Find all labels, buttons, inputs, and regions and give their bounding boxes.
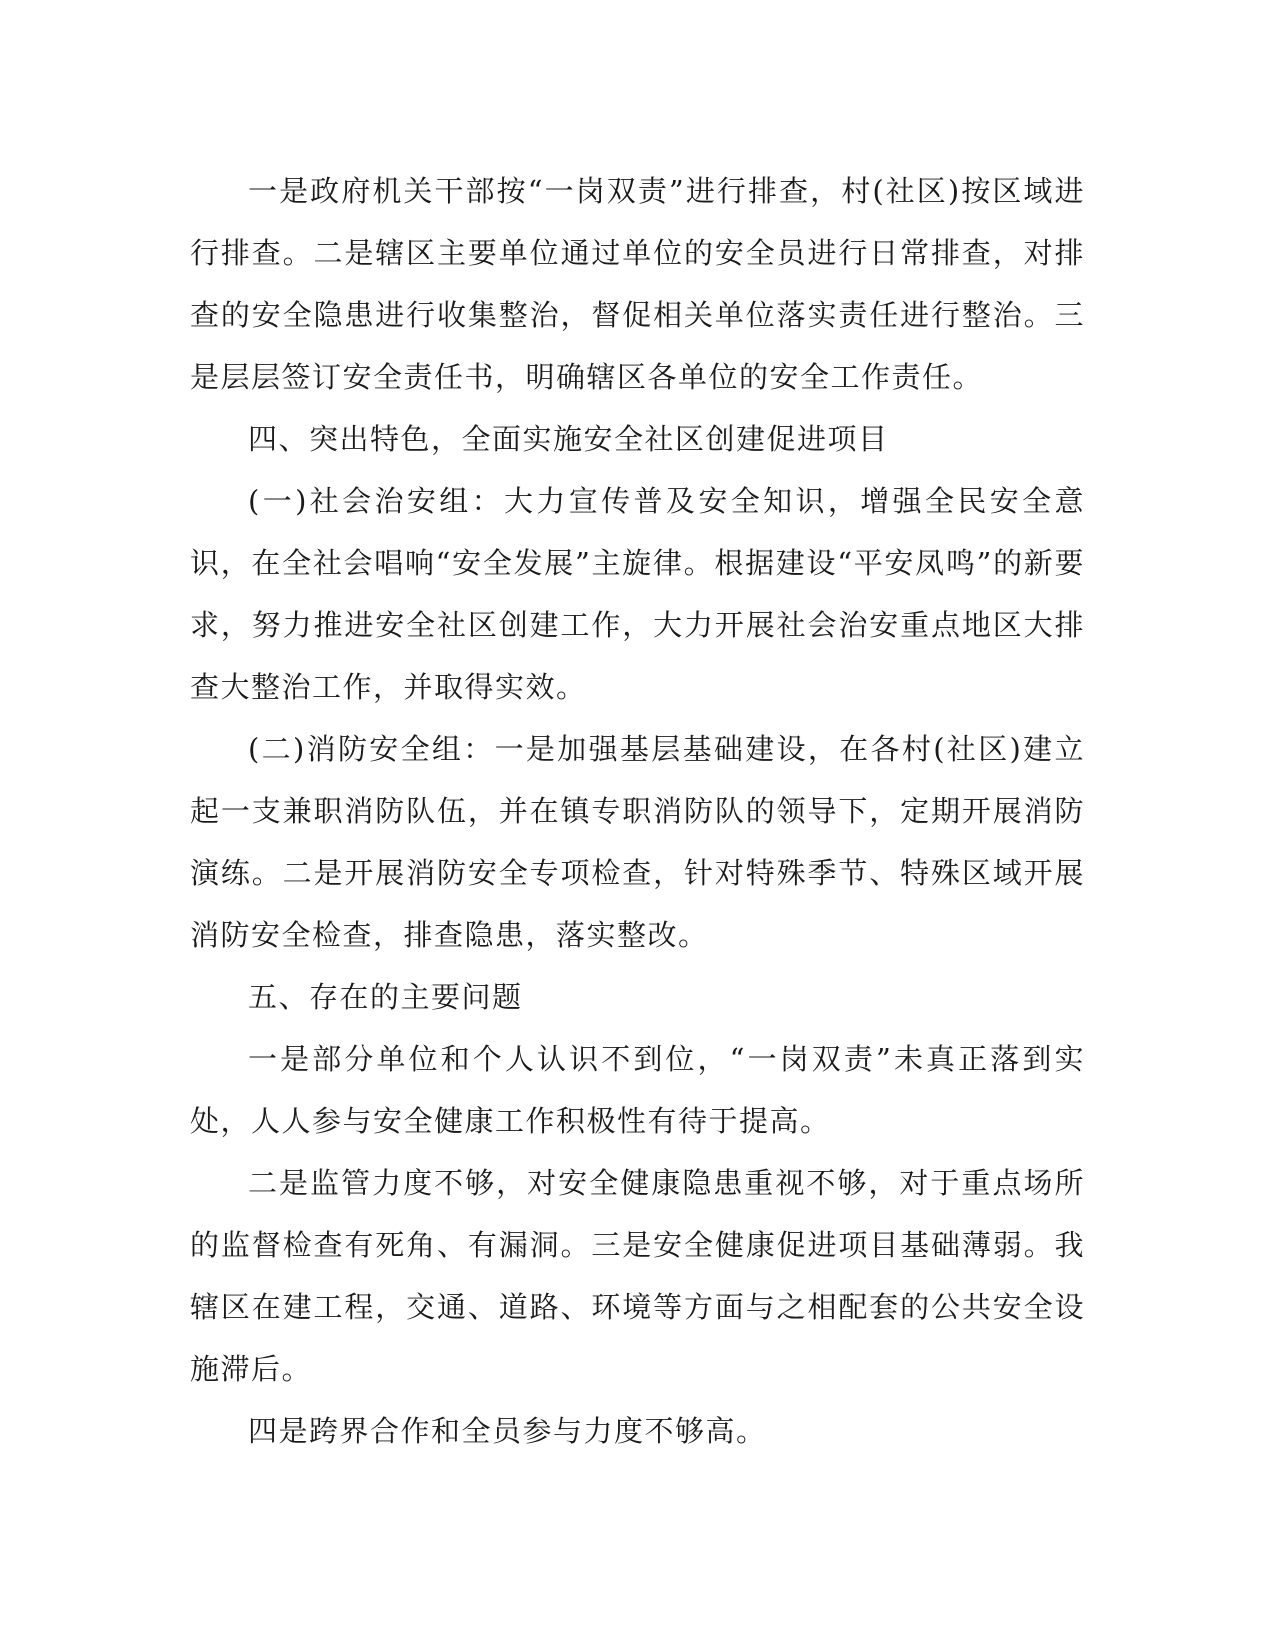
paragraph-problem-2-3: 二是监管力度不够，对安全健康隐患重视不够，对于重点场所的监督检查有死角、有漏洞。三是安全健康促进项目基础薄弱。我辖区在建工程，交通、道路、环境等方面与之相配套的公共安全设施滞后。 [190, 1166, 1085, 1386]
paragraph-problem-4: 四是跨界合作和全员参与力度不够高。 [248, 1414, 767, 1448]
paragraph-public-security-group: (一)社会治安组：大力宣传普及安全知识，增强全民安全意识，在全社会唱响“安全发展”主旋律。根据建设“平安凤鸣”的新要求，努力推进安全社区创建工作，大力开展社会治安重点地区大排查大整治工作，并取得实效。 [190, 484, 1085, 704]
document-body [190, 160, 1085, 1462]
paragraph-fire-safety-group: (二)消防安全组：一是加强基层基础建设，在各村(社区)建立起一支兼职消防队伍，并在镇专职消防队的领导下，定期开展消防演练。二是开展消防安全专项检查，针对特殊季节、特殊区域开展消防安全检查，排查隐患，落实整改。 [190, 732, 1085, 952]
paragraph-inspection-methods: 一是政府机关干部按“一岗双责”进行排查，村(社区)按区域进行排查。二是辖区主要单位通过单位的安全员进行日常排查，对排查的安全隐患进行收集整治，督促相关单位落实责任进行整治。三是层层签订安全责任书，明确辖区各单位的安全工作责任。 [190, 174, 1085, 394]
paragraph-problem-1: 一是部分单位和个人认识不到位，“一岗双责”未真正落到实处，人人参与安全健康工作积极性有待于提高。 [190, 1042, 1085, 1138]
section-heading-4: 四、突出特色，全面实施安全社区创建促进项目 [248, 422, 889, 456]
section-heading-5: 五、存在的主要问题 [248, 980, 523, 1014]
